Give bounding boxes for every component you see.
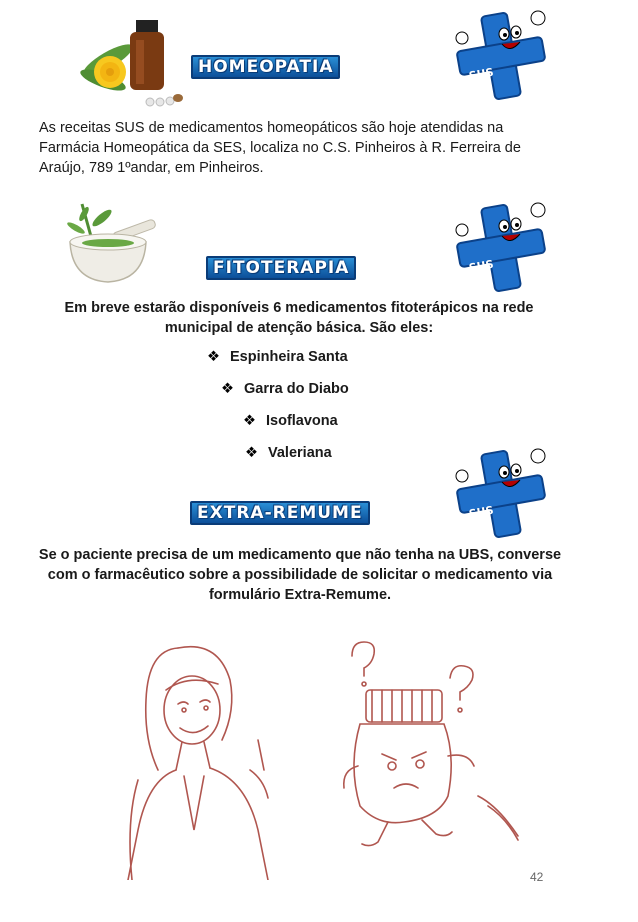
fitoterapia-title: FITOTERAPIA (206, 256, 356, 280)
sus-mascot-label: SUS (467, 503, 495, 521)
sus-mascot-icon (448, 8, 550, 102)
fitoterapia-intro: Em breve estarão disponíveis 6 medicamentos fitoterápicos na rede municipal de atenção básica. São eles: (64, 300, 534, 336)
homeopatia-paragraph: As receitas SUS de medicamentos homeopáticos são hoje atendidas na Farmácia Homeopática da SES, localiza no C.S. Pinheiros à R. Ferreira de Araújo, 789 1ºandar, em Pinheiros. (39, 120, 521, 176)
list-item: ❖ Isoflavona (243, 413, 338, 429)
sus-mascot-icon (448, 200, 550, 294)
sus-mascot-icon (448, 446, 550, 540)
homeopatia-title: HOMEOPATIA (191, 55, 340, 79)
bullet-icon: ❖ (207, 349, 220, 365)
bullet-icon: ❖ (245, 445, 258, 461)
extra-remume-paragraph: Se o paciente precisa de um medicamento que não tenha na UBS, converse com o farmacêutico sobre a possibilidade de solicitar o medicamento via formulário Extra-Remume. (38, 547, 562, 603)
medicine-bottle-sketch (338, 636, 534, 850)
sus-mascot-label: SUS (467, 257, 495, 275)
mortar-pestle-illustration (62, 200, 164, 292)
extra-remume-title: EXTRA-REMUME (190, 501, 370, 525)
sus-mascot-label: SUS (467, 65, 495, 83)
page-number: 42 (530, 870, 544, 884)
list-item: ❖ Valeriana (245, 445, 332, 461)
homeopathy-illustration (78, 10, 188, 110)
list-item: ❖ Espinheira Santa (207, 349, 348, 365)
pharmacist-sketch (118, 630, 288, 880)
bullet-icon: ❖ (243, 413, 256, 429)
bullet-icon: ❖ (221, 381, 234, 397)
list-item: ❖ Garra do Diabo (221, 381, 349, 397)
